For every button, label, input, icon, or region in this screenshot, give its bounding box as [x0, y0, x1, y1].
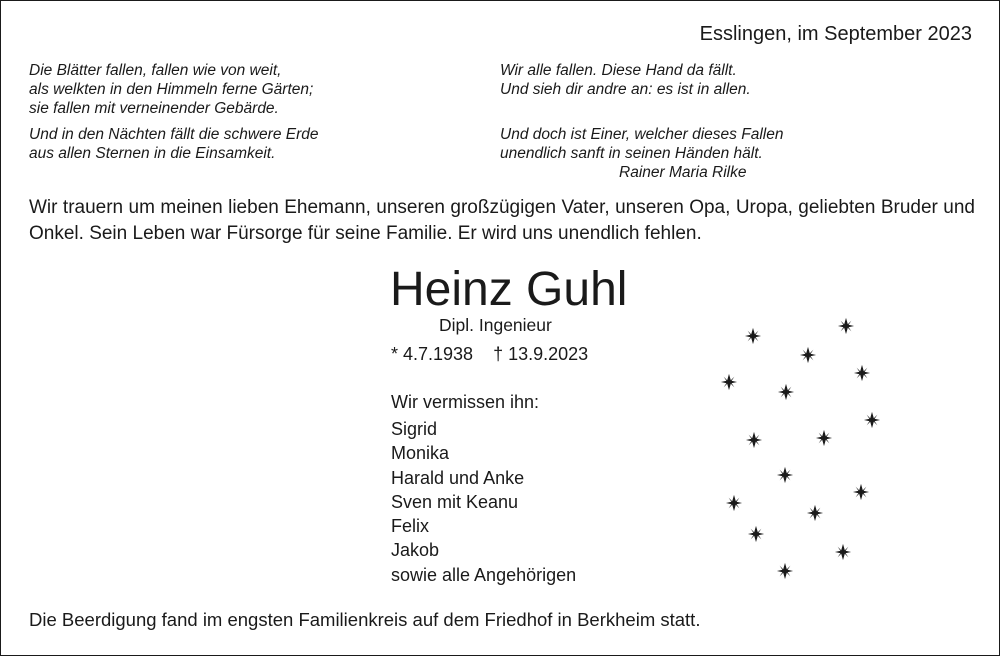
- list-item: Felix: [391, 516, 430, 537]
- closing-text: Die Beerdigung fand im engsten Familienkreis auf dem Friedhof in Berkheim statt.: [29, 609, 701, 630]
- list-item: Sigrid: [391, 419, 438, 439]
- poem-stanza-2: [29, 125, 319, 163]
- star-icon: [776, 562, 794, 580]
- poem-stanza-4: [500, 125, 783, 163]
- star-icon: [776, 466, 794, 484]
- list-item: sowie alle Angehörigen: [391, 564, 577, 585]
- mourners-list: [391, 417, 576, 587]
- poem-line: unendlich sanft in seinen Händen hält.: [500, 145, 763, 162]
- star-icon: [799, 346, 817, 364]
- star-icon: [745, 431, 763, 449]
- poem-line: Wir alle fallen. Diese Hand da fällt.: [500, 62, 737, 79]
- poem-line: Und in den Nächten fällt die schwere Erde: [29, 126, 319, 143]
- list-item: Sven mit Keanu: [391, 491, 519, 512]
- poem-line: Die Blätter fallen, fallen wie von weit,: [29, 62, 282, 79]
- birth-date: * 4.7.1938: [391, 344, 474, 364]
- star-icon: [853, 364, 871, 382]
- poem-author: Rainer Maria Rilke: [619, 164, 747, 181]
- poem-line: aus allen Sternen in die Einsamkeit.: [29, 145, 276, 162]
- death-date: † 13.9.2023: [493, 344, 589, 364]
- intro-text: Wir trauern um meinen lieben Ehemann, unseren großzügigen Vater, unseren Opa, Uropa, geliebten Bruder und Onkel. Sein Leben war Fürsorge für seine Familie. Er wird uns unendlich fehlen.: [29, 197, 975, 244]
- star-icon: [747, 525, 765, 543]
- poem-line: sie fallen mit verneinender Gebärde.: [29, 100, 279, 117]
- star-icon: [725, 494, 743, 512]
- poem-line: Und doch ist Einer, welcher dieses Fallen: [500, 126, 784, 143]
- star-icon: [863, 411, 881, 429]
- star-icon: [837, 317, 855, 335]
- star-icon: [806, 504, 824, 522]
- star-icon: [744, 327, 762, 345]
- poem-stanza-3: [500, 61, 751, 99]
- poem-line: Und sieh dir andre an: es ist in allen.: [500, 81, 751, 98]
- place-date: Esslingen, im September 2023: [699, 23, 972, 45]
- life-dates: [391, 344, 588, 365]
- mourners-heading: Wir vermissen ihn:: [391, 392, 540, 412]
- list-item: Monika: [391, 443, 450, 464]
- list-item: Harald und Anke: [391, 467, 525, 488]
- star-icon: [834, 543, 852, 561]
- poem-stanza-1: [29, 61, 313, 118]
- star-icon: [777, 383, 795, 401]
- deceased-title: Dipl. Ingenieur: [439, 315, 552, 335]
- star-icon: [720, 373, 738, 391]
- star-icon: [852, 483, 870, 501]
- star-icon: [815, 429, 833, 447]
- poem-line: als welkten in den Himmeln ferne Gärten;: [29, 81, 314, 98]
- list-item: Jakob: [391, 540, 440, 561]
- deceased-name: Heinz Guhl: [390, 263, 628, 316]
